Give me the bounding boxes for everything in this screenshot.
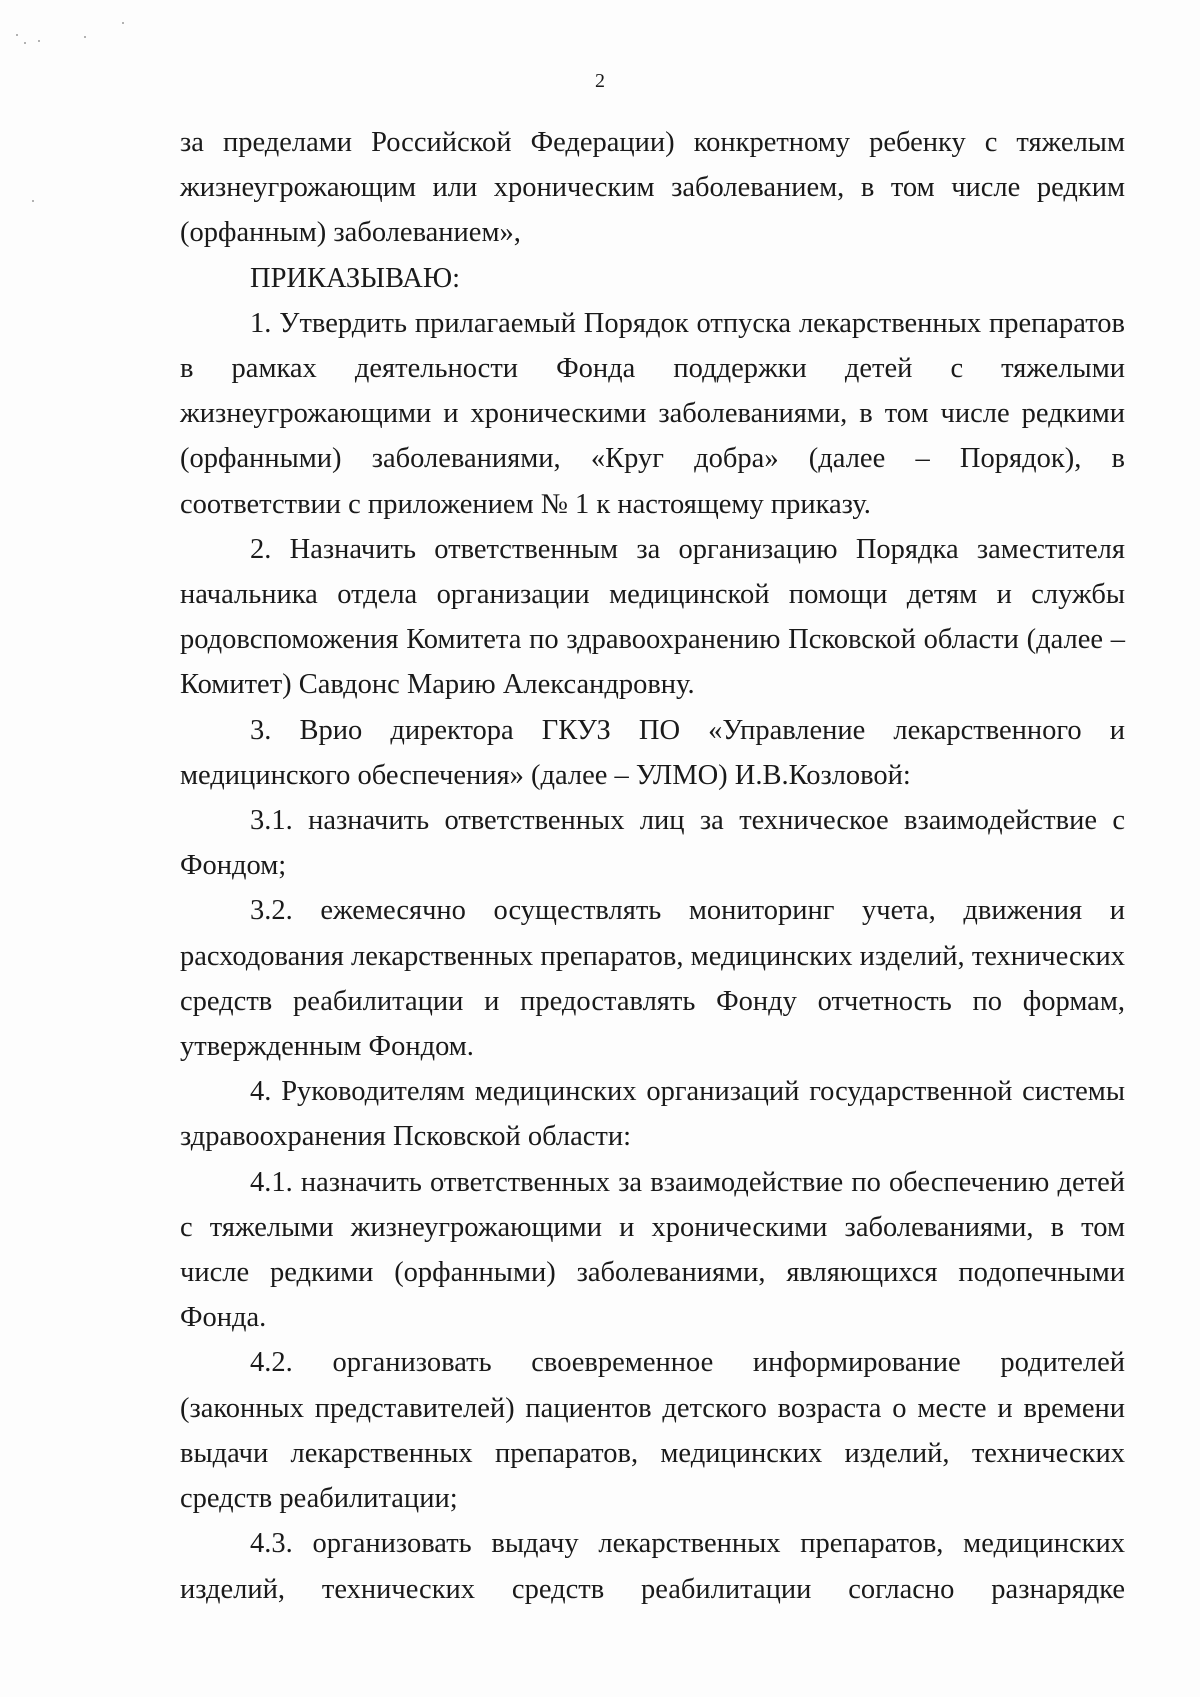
paragraph-item-2: 2. Назначить ответственным за организацию Порядка заместителя начальника отдела организации медицинской помощи детям и службы родовспоможения Комитета по здравоохранению Псковской области (далее – Комитет) Савдонс Марию Александровну. (180, 533, 1125, 701)
paragraph-item-3-1: 3.1. назначить ответственных лиц за техническое взаимодействие с Фондом; (180, 805, 1125, 882)
document-body (180, 120, 1125, 1612)
page-number: 2 (595, 70, 605, 92)
paragraph-preamble-end: за пределами Российской Федерации) конкретному ребенку с тяжелым жизнеугрожающим или хроническим заболеванием, в том числе редким (орфанным) заболеванием», (180, 127, 1125, 249)
paragraph-item-1: 1. Утвердить прилагаемый Порядок отпуска лекарственных препаратов в рамках деятельности Фонда поддержки детей с тяжелыми жизнеугрожающими и хроническими заболеваниями, в том числе редкими (орфанными) заболеваниями, «Круг добра» (далее – Порядок), в соответствии с приложением № 1 к настоящему приказу. (180, 307, 1125, 520)
paragraph-order-heading: ПРИКАЗЫВАЮ: (250, 262, 461, 294)
paragraph-item-4: 4. Руководителям медицинских организаций государственной системы здравоохранения Псковской области: (180, 1076, 1125, 1153)
paragraph-item-4-2: 4.2. организовать своевременное информирование родителей (законных представителей) пациентов детского возраста о месте и времени выдачи лекарственных препаратов, медицинских изделий, технических средств реабилитации; (180, 1347, 1125, 1515)
paragraph-item-4-1: 4.1. назначить ответственных за взаимодействие по обеспечению детей с тяжелыми жизнеугрожающими и хроническими заболеваниями, в том числе редкими (орфанными) заболеваниями, являющихся подопечными Фонда. (180, 1166, 1125, 1334)
paragraph-item-3: 3. Врио директора ГКУЗ ПО «Управление лекарственного и медицинского обеспечения» (далее – УЛМО) И.В.Козловой: (180, 714, 1125, 791)
paragraph-item-3-2: 3.2. ежемесячно осуществлять мониторинг учета, движения и расходования лекарственных препаратов, медицинских изделий, технических средств реабилитации и предоставлять Фонду отчетность по формам, утвержденным Фондом. (180, 895, 1125, 1063)
paragraph-item-4-3: 4.3. организовать выдачу лекарственных препаратов, медицинских изделий, технических средств реабилитации согласно разнарядке (180, 1528, 1125, 1605)
scan-specks (14, 20, 154, 60)
